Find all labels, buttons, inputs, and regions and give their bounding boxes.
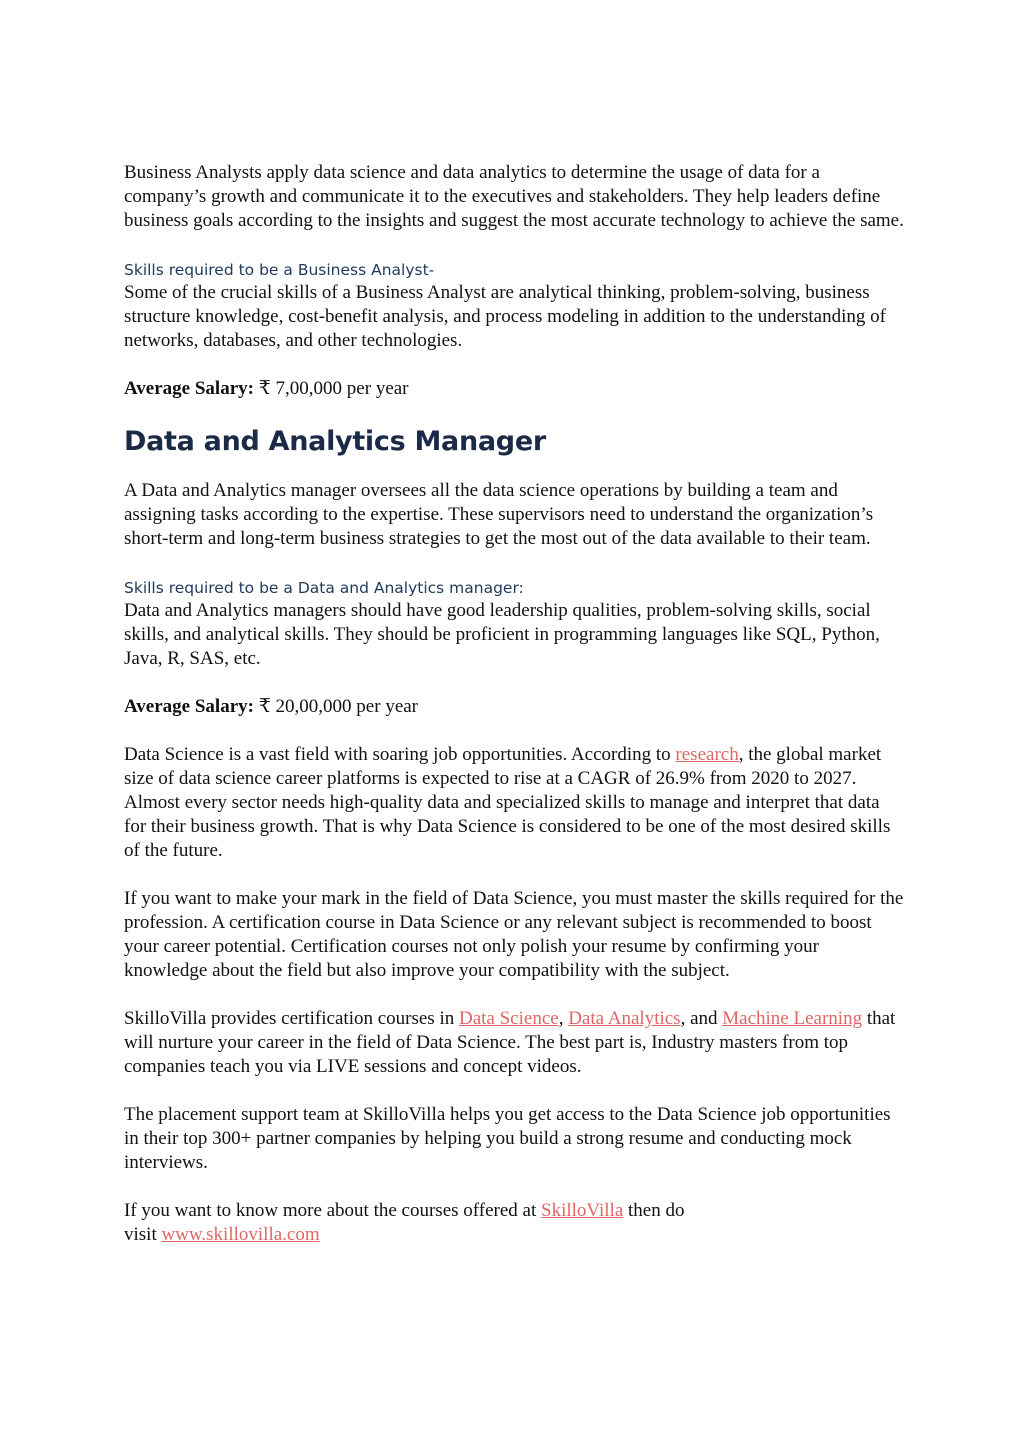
text-run: ,: [558, 1008, 569, 1029]
text-run: visit: [124, 1224, 162, 1245]
business-analyst-skills-heading: Skills required to be a Business Analyst-: [124, 261, 435, 279]
skillovilla-link[interactable]: SkilloVilla: [541, 1200, 624, 1221]
business-analyst-intro: Business Analysts apply data science and data analytics to determine the usage of data for a company’s growth and communicate it to the executives and stakeholders. They help leaders define business goals according to the insights and suggest the most accurate technology to achieve the same.: [124, 162, 904, 231]
text-run: If you want to know more about the courses offered at: [124, 1200, 541, 1221]
conclusion-paragraph-4: The placement support team at SkilloVilla helps you get access to the Data Science job opportunities in their top 300+ partner companies by helping you build a strong resume and conducting mock interviews.: [124, 1104, 891, 1173]
skillovilla-website-link[interactable]: www.skillovilla.com: [161, 1224, 320, 1245]
business-analyst-skills-text: Some of the crucial skills of a Business Analyst are analytical thinking, problem-solving, business structure knowledge, cost-benefit analysis, and process modeling in addition to the understanding of networks, databases, and other technologies.: [124, 282, 886, 351]
data-analytics-manager-skills-text: Data and Analytics managers should have good leadership qualities, problem-solving skills, social skills, and analytical skills. They should be proficient in programming languages like SQL, Python, Java, R, SAS, etc.: [124, 600, 880, 669]
text-run: , the global market size of data science career platforms is expected to rise at a CAGR of 26.9% from 2020 to 2027. Almost every sector needs high-quality data and specialized skills to manage and interpret that data for their business growth. That is why Data Science is considered to be one of the most desired skills of the future.: [124, 744, 891, 861]
salary-label: Average Salary:: [124, 378, 254, 399]
research-link[interactable]: research: [675, 744, 739, 765]
conclusion-paragraph-2: If you want to make your mark in the field of Data Science, you must master the skills required for the profession. A certification course in Data Science or any relevant subject is recommended to boost your career potential. Certification courses not only polish your resume by confirming your knowledge about the field but also improve your compatibility with the subject.: [124, 888, 904, 981]
conclusion-paragraph-5: [124, 1199, 904, 1247]
section-heading-data-analytics-manager: Data and Analytics Manager: [124, 426, 546, 457]
data-science-link[interactable]: Data Science: [458, 1008, 559, 1029]
text-run: Data Science is a vast field with soaring job opportunities. According to: [124, 744, 676, 765]
data-analytics-manager-salary: [124, 695, 904, 719]
conclusion-paragraph-1: [124, 743, 904, 863]
document-page: [124, 161, 904, 1271]
data-analytics-link[interactable]: Data Analytics: [568, 1008, 681, 1029]
business-analyst-salary: [124, 377, 904, 401]
salary-label: Average Salary:: [124, 696, 254, 717]
machine-learning-link[interactable]: Machine Learning: [722, 1008, 863, 1029]
conclusion-paragraph-3: [124, 1007, 904, 1079]
text-run: , and: [680, 1008, 723, 1029]
text-run: then do: [623, 1200, 685, 1221]
salary-value: ₹ 7,00,000 per year: [253, 378, 409, 399]
data-analytics-manager-intro: A Data and Analytics manager oversees all the data science operations by building a team and assigning tasks according to the expertise. These supervisors need to understand the organization’s short-term and long-term business strategies to get the most out of the data available to their team.: [124, 480, 874, 549]
text-run: SkilloVilla provides certification courses in: [124, 1008, 459, 1029]
data-analytics-manager-skills-heading: Skills required to be a Data and Analytics manager:: [124, 579, 524, 597]
salary-value: ₹ 20,00,000 per year: [253, 696, 419, 717]
text-run: that will nurture your career in the field of Data Science. The best part is, Industry masters from top companies teach you via LIVE sessions and concept videos.: [124, 1008, 896, 1077]
